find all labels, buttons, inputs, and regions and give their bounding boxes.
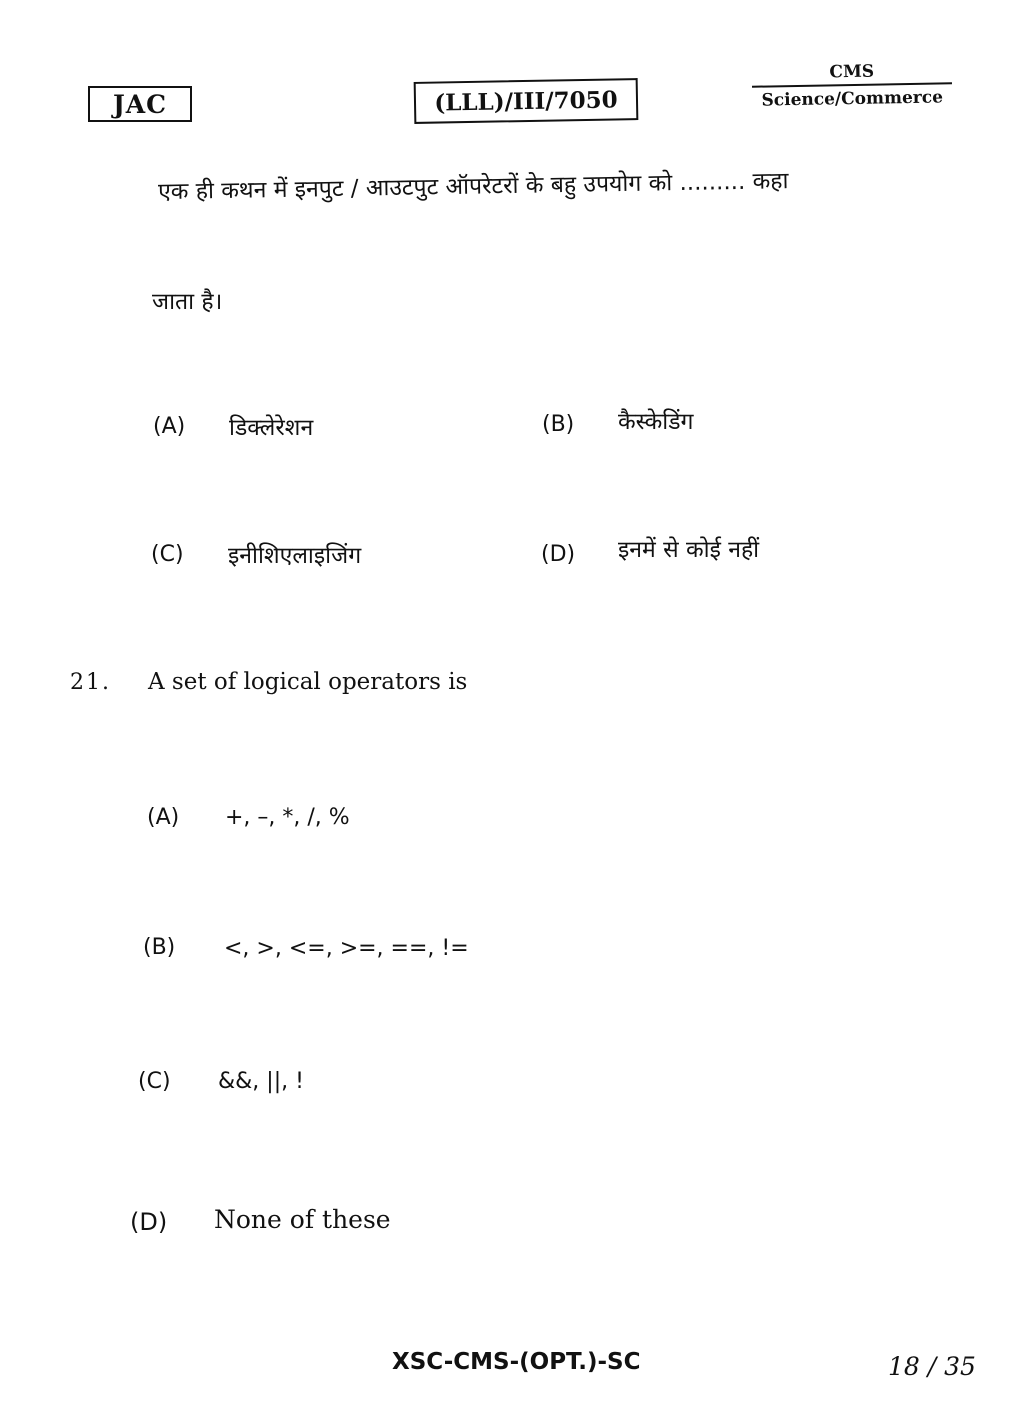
q21-option-a-label: (A) <box>147 805 180 830</box>
q21-text: A set of logical operators is <box>148 669 468 695</box>
q20-option-a-text: डिक्लेरेशन <box>229 415 314 441</box>
q20-option-d-label: (D) <box>541 542 576 567</box>
q20-text-line2: जाता है। <box>152 289 223 315</box>
q20-option-b-text: कैस्केडिंग <box>618 409 694 435</box>
q21-option-c-text: &&, ||, ! <box>218 1069 304 1094</box>
subject-block <box>748 60 957 111</box>
board-badge: JAC <box>88 86 192 122</box>
q20-option-a-label: (A) <box>153 414 186 439</box>
q21-option-b-text: <, >, <=, >=, ==, != <box>224 936 469 961</box>
paper-code-badge: (LLL)/III/7050 <box>414 78 639 124</box>
q21-option-b-label: (B) <box>143 935 176 960</box>
q20-option-d-text: इनमें से कोई नहीं <box>618 537 760 563</box>
subject-stream: Science/Commerce <box>761 87 944 111</box>
q20-option-b-label: (B) <box>542 412 575 437</box>
subject-title: CMS <box>829 61 875 83</box>
q20-text-line1: एक ही कथन में इनपुट / आउटपुट ऑपरेटरों के बहु उपयोग को ......... कहा <box>157 168 789 206</box>
q21-option-a-text: +, –, *, /, % <box>225 805 350 830</box>
q20-option-c-label: (C) <box>151 542 184 567</box>
q21-option-d-text: None of these <box>214 1205 391 1234</box>
q21-option-c-label: (C) <box>138 1069 171 1094</box>
q21-option-d-label: (D) <box>130 1208 168 1236</box>
q20-option-c-text: इनीशिएलाइजिंग <box>228 543 362 569</box>
q21-number: 21. <box>70 670 111 695</box>
footer-paper-code: XSC-CMS-(OPT.)-SC <box>392 1349 641 1375</box>
page-number: 18 / 35 <box>888 1352 976 1381</box>
